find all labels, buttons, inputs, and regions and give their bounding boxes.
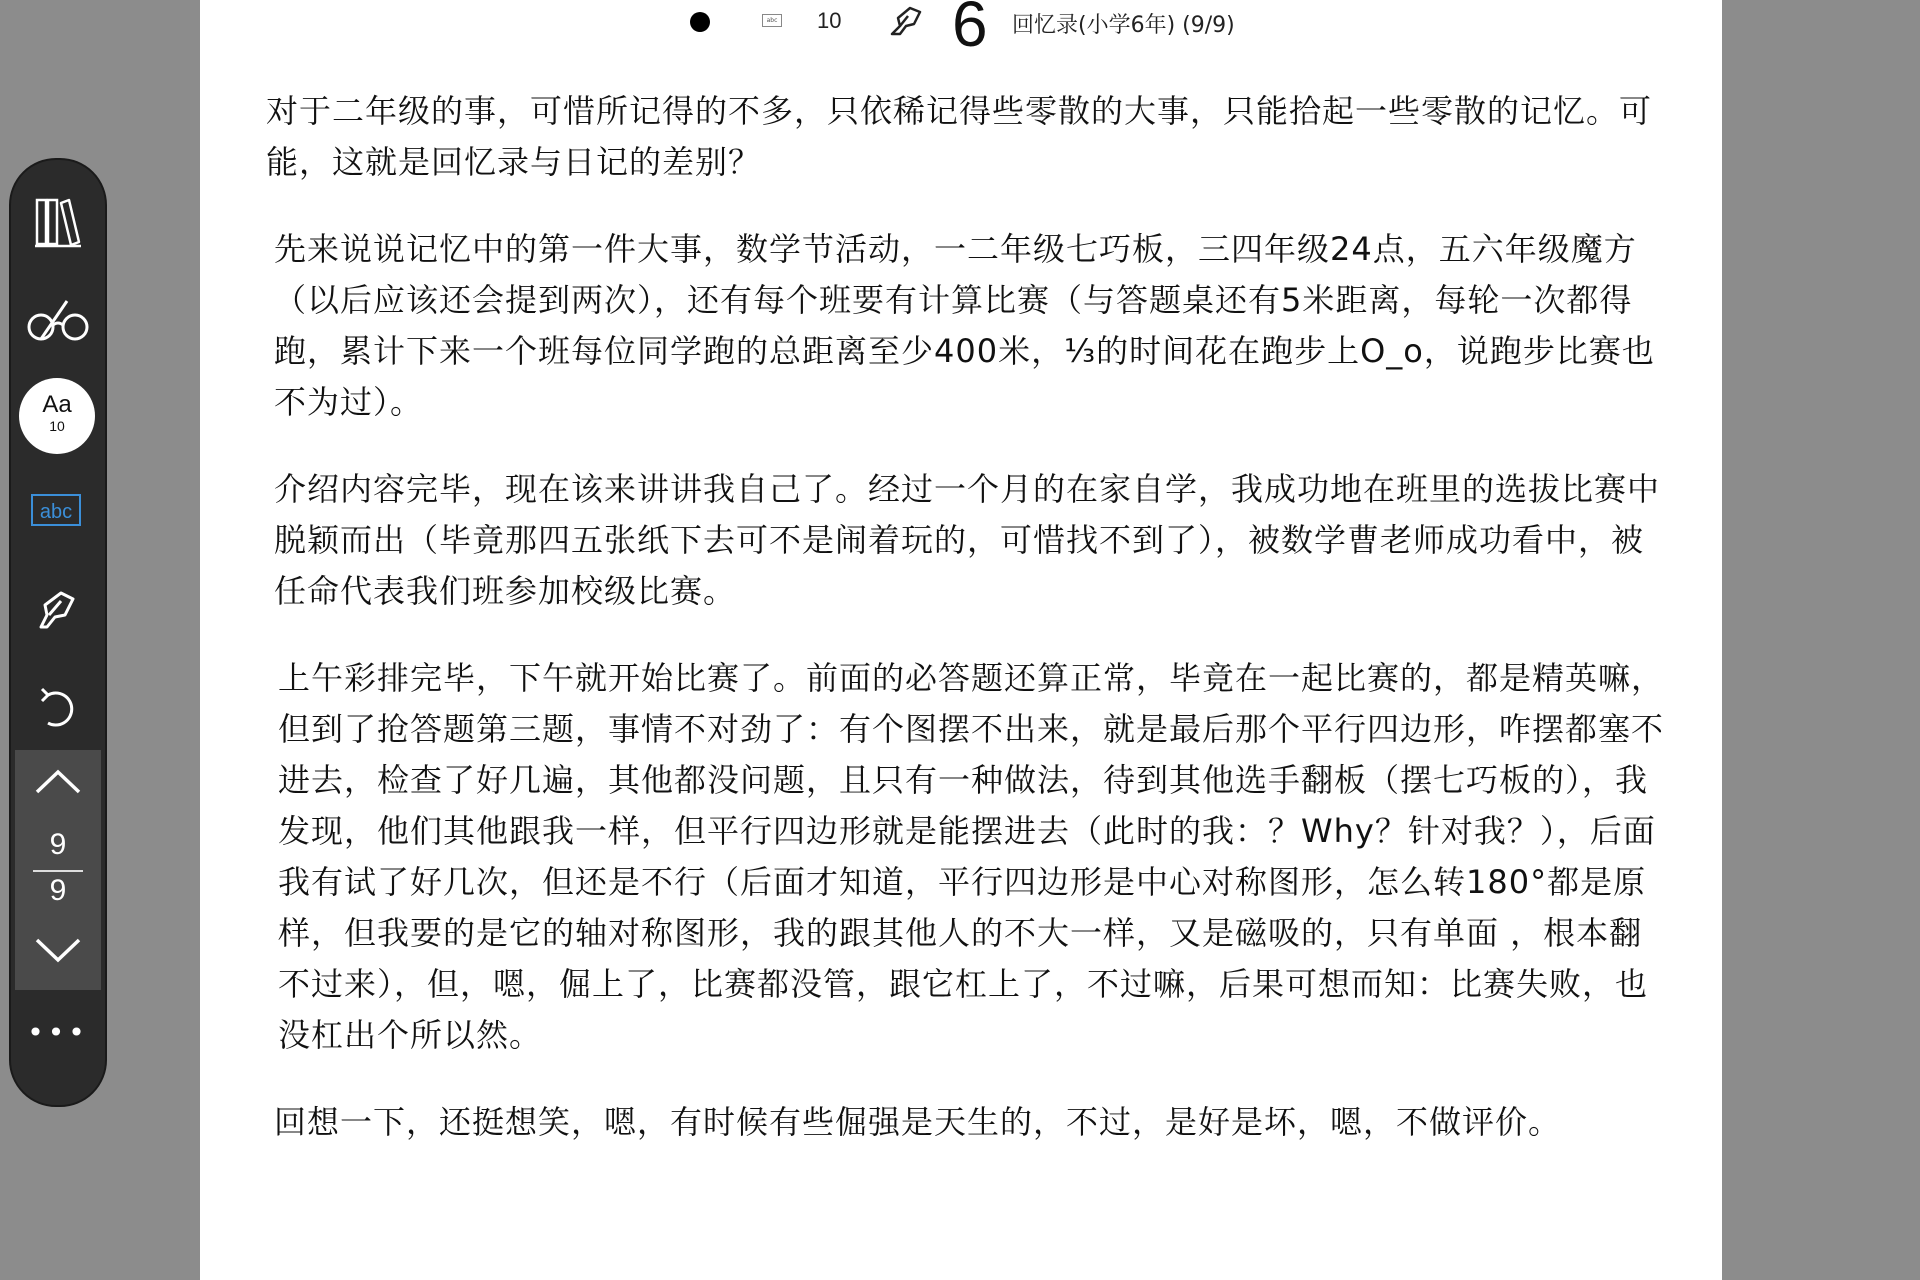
more-button[interactable]: ••• xyxy=(27,1016,89,1049)
pen-icon xyxy=(33,585,83,635)
document-content xyxy=(266,86,1686,1184)
font-size-value: 10 xyxy=(49,418,65,434)
glasses-icon xyxy=(23,295,93,345)
total-pages: 9 xyxy=(49,874,67,907)
paragraph: 回想一下，还挺想笑，嗯，有时候有些倔强是天生的，不过，是好是坏，嗯，不做评价。 xyxy=(274,1103,1562,1141)
page-up-icon[interactable] xyxy=(33,766,83,796)
page-divider xyxy=(33,870,83,872)
chapter-number: 6 xyxy=(952,0,988,60)
paragraph: 上午彩排完毕，下午就开始比赛了。前面的必答题还算正常，毕竟在一起比赛的，都是精英嘛，但到了抢答题第三题，事情不对劲了：有个图摆不出来，就是最后那个平行四边形，咋摆都塞不进去，检查了好几遍，其他都没问题，且只有一种做法，待到其他选手翻板（摆七巧板的），我发现，他们其他跟我一样，但平行四边形就是能摆进去（此时的我：？Why？针对我？），后面我有试了好几次，但还是不行（后面才知道，平行四边形是中心对称图形，怎么转180°都是原样，但我要的是它的轴对称图形，我的跟其他人的不大一样，又是磁吸的，只有单面 ，根本翻不过来），但，嗯，倔上了，比赛都没管，跟它杠上了，不过嘛，后果可想而知：比赛失败，也没杠出个所以然。 xyxy=(278,659,1665,1054)
status-bar xyxy=(200,0,1722,60)
status-font-size: 10 xyxy=(817,8,842,33)
library-button[interactable] xyxy=(11,182,105,262)
paragraph: 对于二年级的事，可惜所记得的不多，只依稀记得些零散的大事，只能拾起一些零散的记忆。可能，这就是回忆录与日记的差别？ xyxy=(266,92,1653,181)
pen-icon xyxy=(888,4,924,40)
document-title: 回忆录(小学6年) (9/9) xyxy=(1012,13,1235,38)
font-size-button[interactable] xyxy=(19,378,95,454)
back-button[interactable] xyxy=(11,668,105,748)
text-mode-icon: abc xyxy=(762,14,782,27)
reading-view-button[interactable] xyxy=(11,280,105,360)
current-page: 9 xyxy=(49,828,67,861)
reader-page xyxy=(200,0,1722,1280)
font-aa-label: Aa xyxy=(42,391,72,418)
library-icon xyxy=(33,194,83,250)
page-down-icon[interactable] xyxy=(33,936,83,966)
paragraph: 先来说说记忆中的第一件大事，数学节活动，一二年级七巧板，三四年级24点，五六年级魔方（以后应该还会提到两次），还有每个班要有计算比赛（与答题桌还有5米距离，每轮一次都得跑，累计下来一个班每位同学跑的总距离至少400米，⅓的时间花在跑步上O_o，说跑步比赛也不为过）。 xyxy=(274,230,1655,421)
sync-dot-icon xyxy=(690,12,710,32)
side-toolbar xyxy=(9,158,107,1107)
page-navigator xyxy=(15,750,101,990)
paragraph: 介绍内容完毕，现在该来讲讲我自己了。经过一个月的在家自学，我成功地在班里的选拔比赛中脱颖而出（毕竟那四五张纸下去可不是闹着玩的，可惜找不到了），被数学曹老师成功看中，被任命代表我们班参加校级比赛。 xyxy=(274,470,1661,610)
annotate-button[interactable] xyxy=(11,570,105,650)
text-recognition-button[interactable]: abc xyxy=(31,494,81,526)
undo-icon xyxy=(38,683,78,733)
